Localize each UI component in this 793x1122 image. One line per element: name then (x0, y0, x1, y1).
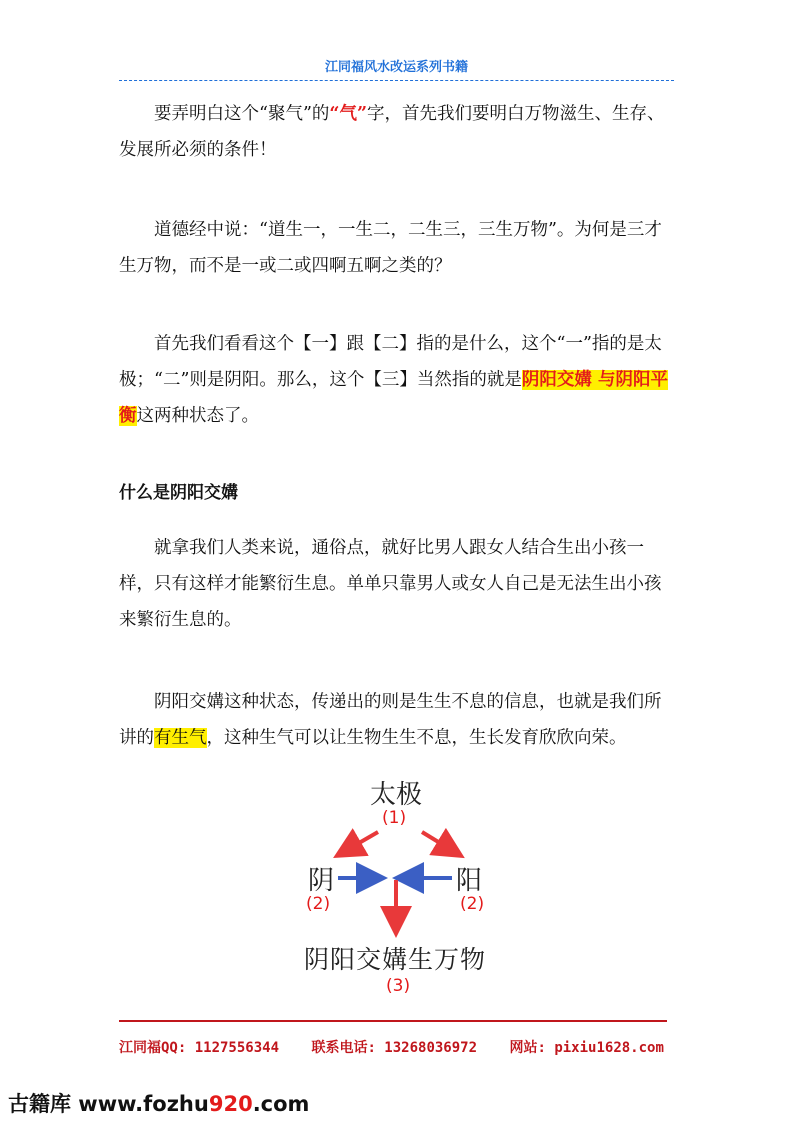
footer-qq: 江同福QQ: 1127556344 (119, 1040, 280, 1056)
watermark-prefix: 古籍库 www.fozhu (8, 1092, 209, 1116)
taiji-diagram (290, 770, 510, 1000)
label-yin: 阴 (308, 866, 335, 896)
p1-qi-emphasis: “气” (329, 104, 368, 124)
p4-text: 就拿我们人类来说，通俗点，就好比男人跟女人结合生出小孩一样，只有这样才能繁衍生息。单单只靠男人或女人自己是无法生出小孩来繁衍生息的。 (119, 538, 662, 630)
p3-text-c: 这两种状态了。 (136, 406, 259, 426)
p1-text-a: 要弄明白这个“聚气”的 (154, 104, 330, 124)
p2-text: 道德经中说：“道生一，一生二，二生三，三生万物”。为何是三才生万物，而不是一或二或四啊五啊之类的？ (119, 220, 662, 276)
arrow-taiji-to-yin (340, 832, 378, 854)
watermark (8, 1088, 309, 1118)
p1-text-c: 字，首先我们要明白万物滋生、生存、发展所必须的条件！ (119, 104, 665, 160)
num-wanwu: (3) (386, 976, 411, 996)
watermark-num: 920 (208, 1092, 253, 1116)
footer-phone: 联系电话: 13268036972 (311, 1040, 478, 1056)
paragraph-4 (119, 530, 674, 638)
paragraph-1 (119, 96, 674, 168)
paragraph-2 (119, 212, 674, 284)
p5-text-c: ，这种生气可以让生物生生不息，生长发育欣欣向荣。 (206, 728, 627, 748)
section-heading: 什么是阴阳交媾 (119, 483, 238, 503)
num-taiji: (1) (382, 808, 407, 828)
label-yang: 阳 (456, 866, 483, 896)
p3-text-a: 首先我们看看这个【一】跟【二】指的是什么，这个“一”指的是太极；“二”则是阴阳。那么，这个【三】当然指的就是 (119, 334, 662, 390)
footer-divider (119, 1020, 667, 1022)
paragraph-3 (119, 326, 674, 434)
p5-text-a: 阴阳交媾这种状态，传递出的则是生生不息的信息，也就是我们所讲的 (119, 692, 662, 748)
p3-highlight-1: 阴阳交媾 与 (521, 370, 616, 390)
arrow-taiji-to-yang (422, 832, 458, 854)
p3-highlight-2: 阴阳平衡 (119, 370, 668, 426)
paragraph-5 (119, 684, 674, 756)
label-wanwu: 阴阳交媾生万物 (304, 945, 487, 974)
num-yang: (2) (460, 894, 485, 914)
header-divider (119, 80, 674, 81)
footer-contact (119, 1037, 679, 1057)
header-title: 江同福风水改运系列书籍 (324, 60, 468, 75)
watermark-suffix: .com (252, 1092, 310, 1116)
footer-site: 网站: pixiu1628.com (509, 1040, 664, 1056)
label-taiji: 太极 (370, 780, 423, 810)
num-yin: (2) (306, 894, 331, 914)
p5-highlight: 有生气 (154, 728, 207, 748)
